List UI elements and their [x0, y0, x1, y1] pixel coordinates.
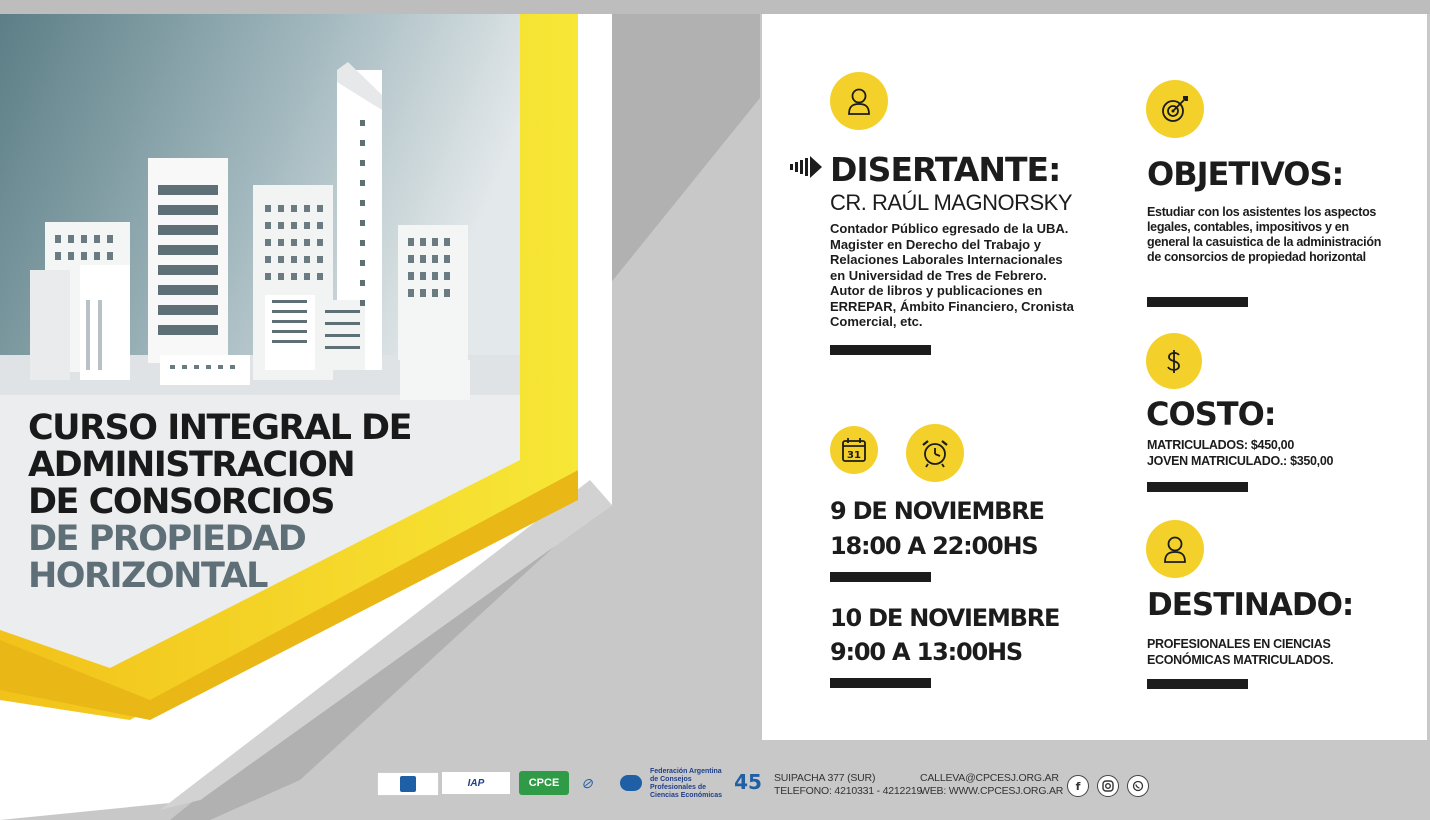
title-line: CURSO INTEGRAL DE: [28, 408, 412, 448]
address-line-2: TELEFONO: 4210331 - 4212219: [774, 785, 923, 797]
person-icon: [830, 72, 888, 130]
speaker-heading: DISERTANTE:: [830, 150, 1061, 189]
audience-heading: DESTINADO:: [1147, 587, 1354, 623]
contact: [920, 772, 1063, 798]
alarm-clock-icon: [906, 424, 964, 482]
divider-bar: [830, 678, 931, 688]
divider-bar: [830, 345, 931, 355]
cpce-logo: CPCE: [519, 771, 569, 795]
arrow-icon: [790, 153, 824, 181]
whatsapp-icon[interactable]: [1127, 775, 1149, 797]
time-2: 9:00 A 13:00HS: [830, 638, 1022, 666]
title-line-highlight: DE PROPIEDAD: [28, 519, 306, 559]
target-icon: [1146, 80, 1204, 138]
audience-line-2: ECONÓMICAS MATRICULADOS.: [1147, 653, 1334, 667]
objectives-text: Estudiar con los asistentes los aspectos legales, contables, impositivos y en general la casuistica de la administración de consorcios de propiedad horizontal: [1147, 205, 1382, 264]
iap-logo: IAP: [442, 772, 510, 794]
facebook-icon[interactable]: f: [1067, 775, 1089, 797]
audience-line-1: PROFESIONALES EN CIENCIAS: [1147, 637, 1331, 651]
anniversary-45-logo: 45: [734, 770, 762, 794]
calendar-day: 31: [847, 450, 861, 461]
title-line: DE CONSORCIOS: [28, 482, 334, 522]
divider-bar: [830, 572, 931, 582]
title-line-highlight: HORIZONTAL: [28, 556, 267, 596]
anniversary-logo: ⊘: [581, 774, 593, 791]
cost-heading: COSTO:: [1146, 395, 1276, 433]
address: [774, 772, 922, 798]
email-link[interactable]: CALLEVA@CPCESJ.ORG.AR: [920, 772, 1059, 784]
divider-bar: [1147, 297, 1248, 307]
speaker-name: CR. RAÚL MAGNORSKY: [830, 190, 1073, 215]
date-1: 9 DE NOVIEMBRE: [830, 497, 1044, 525]
speaker-bio: Contador Público egresado de la UBA. Magister en Derecho del Trabajo y Relaciones Laborales Internacionales en Universidad de Tres de Febrero. Autor de libros y publicaciones en ERREPAR, Ámbito Financiero, Cronista Comercial, etc.: [830, 221, 1074, 329]
dollar-icon: [1146, 333, 1202, 389]
facpce-logo-text: Federación Argentina de Consejos Profesionales de Ciencias Económicas: [650, 768, 722, 799]
web-link[interactable]: WEB: WWW.CPCESJ.ORG.AR: [920, 785, 1064, 797]
objectives-heading: OBJETIVOS:: [1147, 155, 1344, 193]
instagram-icon[interactable]: [1097, 775, 1119, 797]
course-title: [28, 410, 411, 595]
divider-bar: [1147, 482, 1248, 492]
footer: [0, 746, 1430, 820]
time-1: 18:00 A 22:00HS: [830, 532, 1038, 560]
institute-logo: [377, 772, 439, 796]
divider-bar: [1147, 679, 1248, 689]
date-2: 10 DE NOVIEMBRE: [830, 604, 1060, 632]
title-line: ADMINISTRACION: [28, 445, 355, 485]
person-icon: [1146, 520, 1204, 578]
cost-line-1: MATRICULADOS: $450,00: [1147, 438, 1294, 452]
facpce-emblem: [616, 772, 646, 794]
calendar-icon: [830, 426, 878, 474]
address-line-1: SUIPACHA 377 (SUR): [774, 772, 876, 784]
cost-line-2: JOVEN MATRICULADO.: $350,00: [1147, 454, 1334, 468]
